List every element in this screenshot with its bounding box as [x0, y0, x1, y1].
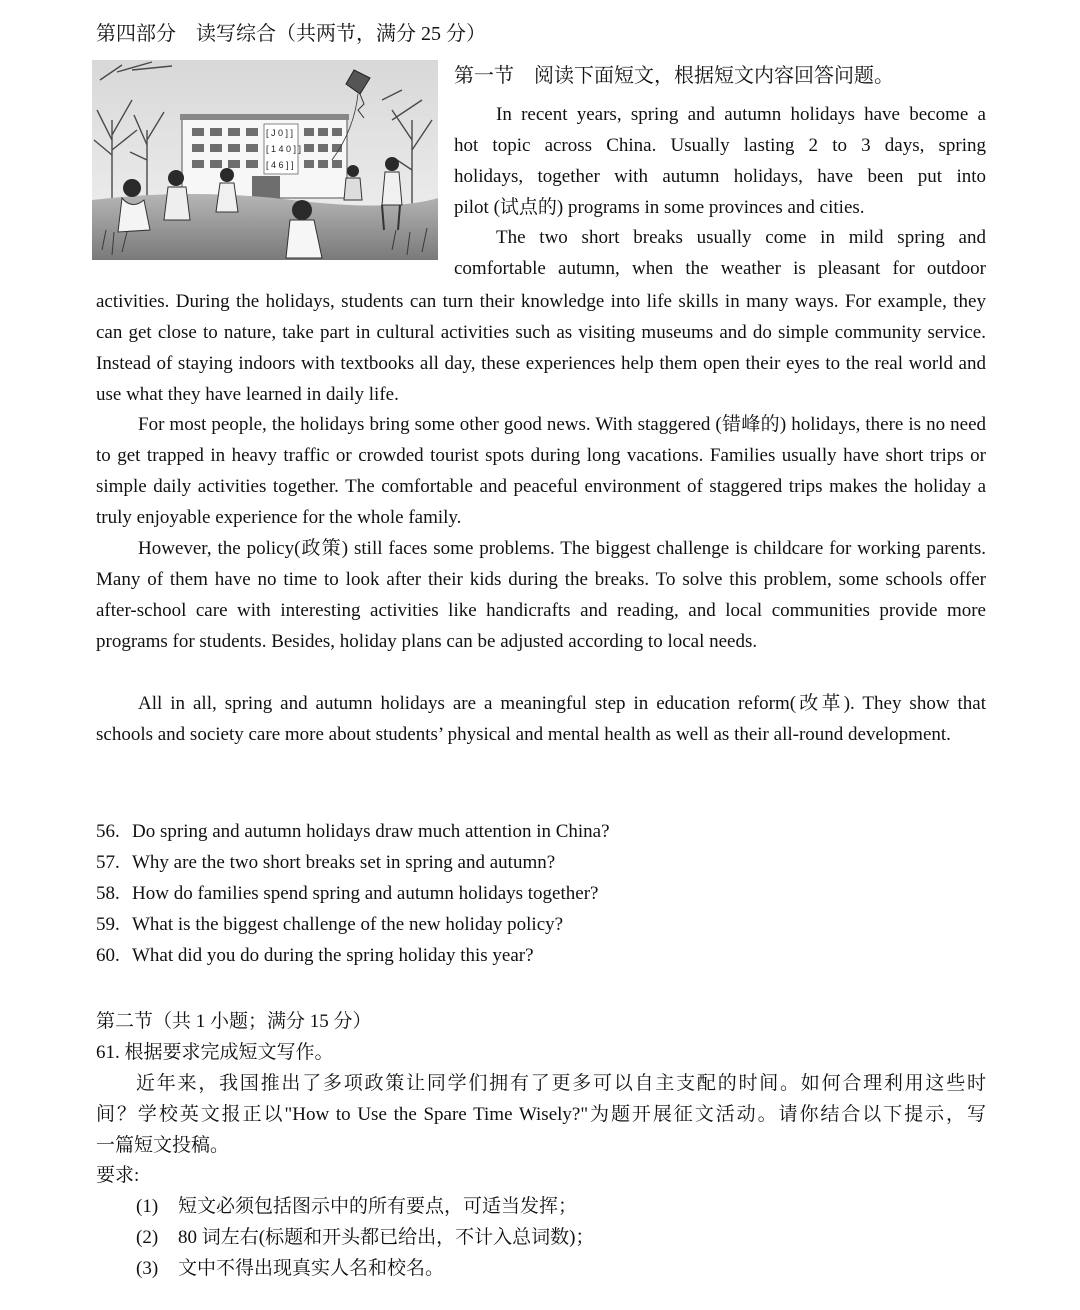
- writing-intro-line-3: 一篇短文投稿。: [96, 1135, 230, 1156]
- question-57: [96, 849, 555, 877]
- section2-title: 第二节（共 1 小题；满分 15 分）: [96, 1011, 372, 1032]
- question-number: 56.: [96, 821, 120, 842]
- requirement-text: 80 词左右(标题和开头都已给出，不计入总词数)；: [178, 1227, 595, 1248]
- question-number: 60.: [96, 945, 120, 966]
- question-59: [96, 911, 563, 939]
- p4: However, the policy(政策) still faces some problems. The biggest challenge is childcare for working parents. Many of them have no time to look after their kids during the breaks. To solve this problem, some schools offer after-school care with interesting activities like handicrafts and reading, and local communities provide more programs for students. Besides, holiday plans can be adjusted according to local needs.: [96, 538, 986, 652]
- building-sign-3: [ 4 6 ] ]: [266, 160, 294, 170]
- requirement-2: [136, 1224, 594, 1252]
- requirement-number: (2): [136, 1227, 159, 1248]
- question-60: [96, 942, 534, 970]
- writing-task: 61. 根据要求完成短文写作。: [96, 1042, 334, 1063]
- question-text: Do spring and autumn holidays draw much attention in China?: [132, 821, 610, 842]
- building-sign-2: [ 1 4 0 ] ]: [266, 144, 302, 154]
- school-building: [180, 114, 349, 198]
- requirement-text: 文中不得出现真实人名和校名。: [178, 1258, 445, 1279]
- building-sign-1: [ J 0 ] ]: [266, 128, 294, 138]
- p2-line-1: The two short breaks usually come in mild spring and: [496, 227, 986, 248]
- requirements-label: 要求:: [96, 1165, 140, 1186]
- p1-line-2: hot topic across China. Usually lasting 2 to 3 days, spring: [454, 135, 986, 156]
- section1-title: 第一节 阅读下面短文，根据短文内容回答问题。: [454, 65, 894, 87]
- question-text: Why are the two short breaks set in spring and autumn?: [132, 852, 556, 873]
- question-number: 59.: [96, 914, 120, 935]
- p5: All in all, spring and autumn holidays are a meaningful step in education reform(改革). They show that schools and society care more about students’ physical and mental health as well as their all-round development.: [96, 693, 986, 745]
- question-56: [96, 818, 610, 846]
- question-text: How do families spend spring and autumn holidays together?: [132, 883, 599, 904]
- question-text: What is the biggest challenge of the new holiday policy?: [132, 914, 564, 935]
- p2-line-2: comfortable autumn, when the weather is pleasant for outdoor: [454, 258, 986, 279]
- p1-line-4: pilot (试点的) programs in some provinces and cities.: [454, 197, 865, 218]
- school-illustration: [92, 60, 438, 260]
- question-number: 58.: [96, 883, 120, 904]
- part-heading: 第四部分 读写综合（共两节，满分 25 分）: [96, 23, 486, 45]
- illustration-drawing: [92, 60, 438, 260]
- requirement-number: (1): [136, 1196, 159, 1217]
- writing-intro-line-2: 间？学校英文报正以"How to Use the Spare Time Wisely?"为题开展征文活动。请你结合以下提示，写: [96, 1104, 986, 1125]
- question-number: 57.: [96, 852, 120, 873]
- writing-intro-line-1: 近年来，我国推出了多项政策让同学们拥有了更多可以自主支配的时间。如何合理利用这些时: [136, 1073, 986, 1094]
- p1-line-3: holidays, together with autumn holidays, have been put into: [454, 166, 986, 187]
- requirement-3: [136, 1255, 444, 1283]
- p3: For most people, the holidays bring some other good news. With staggered (错峰的) holidays, there is no need to get trapped in heavy traffic or crowded tourist spots during long vacations. Families usually have short trips or simple daily activities together. The comfortable and peaceful environment of staggered trips makes the holiday a truly enjoyable experience for the whole family.: [96, 414, 986, 528]
- question-text: What did you do during the spring holiday this year?: [132, 945, 534, 966]
- p1-line-1: In recent years, spring and autumn holidays have become a: [496, 104, 986, 125]
- requirement-number: (3): [136, 1258, 159, 1279]
- question-58: [96, 880, 598, 908]
- p2-rest: activities. During the holidays, students can turn their knowledge into life skills in many ways. For example, they can get close to nature, take part in cultural activities such as visiting museums and do simple community service. Instead of staying indoors with textbooks all day, these experiences help them open their eyes to the real world and use what they have learned in daily life.: [96, 291, 986, 405]
- requirement-text: 短文必须包括图示中的所有要点，可适当发挥；: [178, 1196, 578, 1217]
- requirement-1: [136, 1193, 577, 1221]
